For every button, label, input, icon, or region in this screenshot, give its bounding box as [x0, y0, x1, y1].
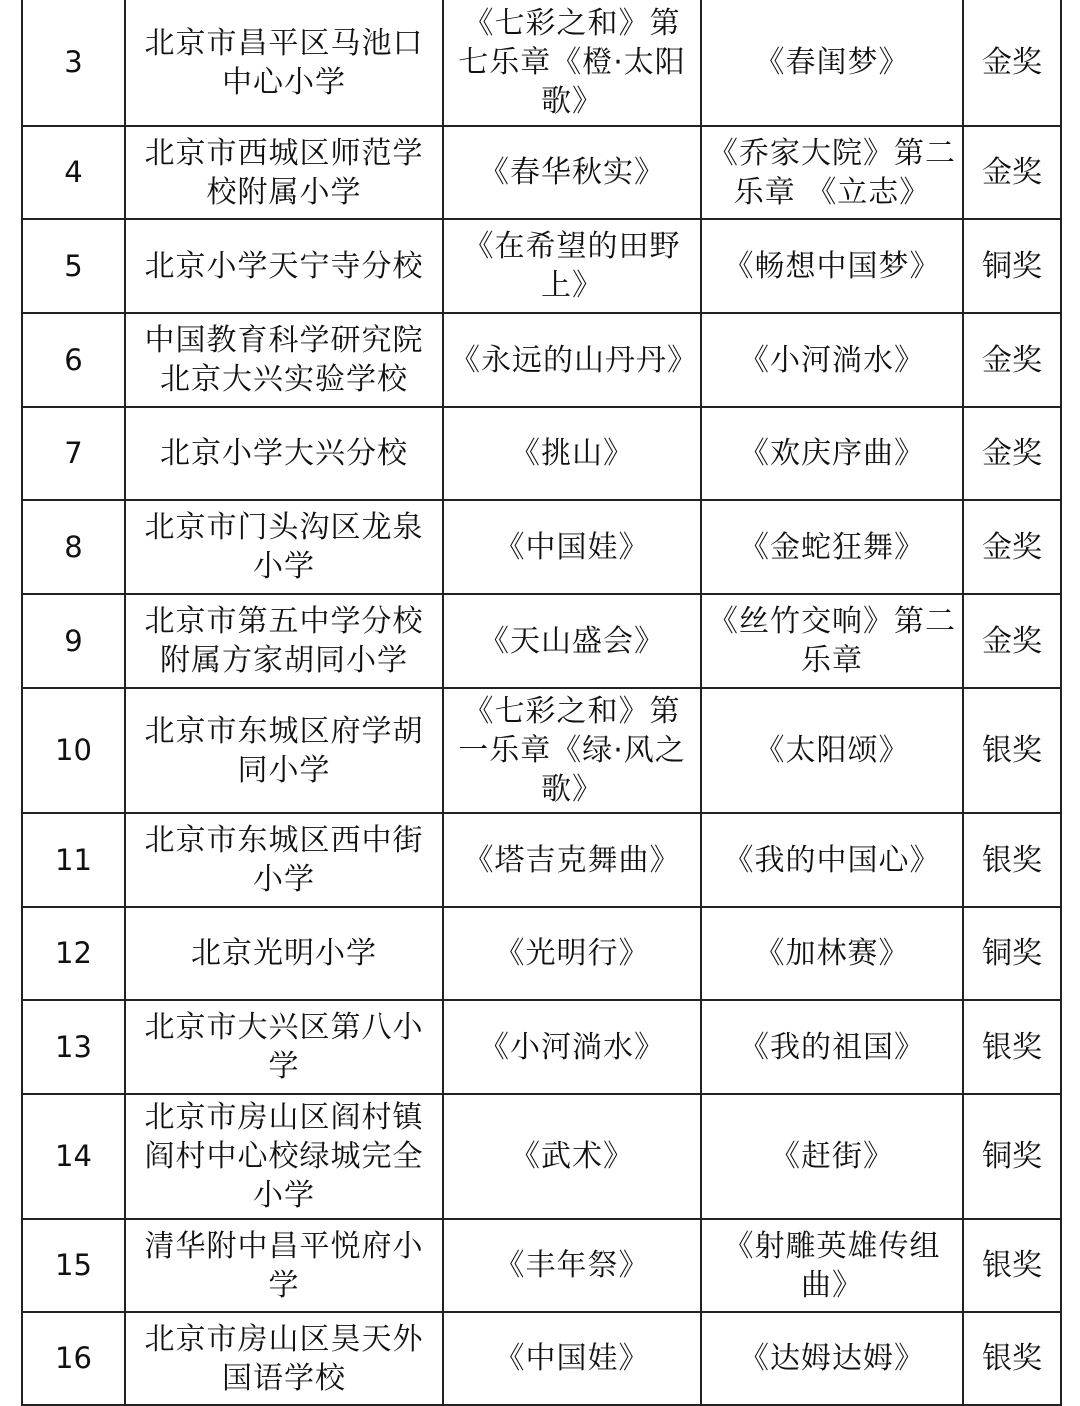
table-row: [22, 407, 1061, 500]
piece-one: 《中国娃》: [443, 1312, 701, 1405]
award-level: 银奖: [963, 1312, 1061, 1405]
table-row: [22, 1312, 1061, 1405]
award-level: 银奖: [963, 813, 1061, 907]
school-name: 清华附中昌平悦府小学: [125, 1219, 443, 1312]
piece-two: 《小河淌水》: [701, 313, 963, 407]
award-level: 金奖: [963, 0, 1061, 126]
table-row: [22, 1000, 1061, 1094]
piece-two: 《我的祖国》: [701, 1000, 963, 1094]
piece-two: 《乔家大院》第二乐章 《立志》: [701, 126, 963, 219]
piece-two: 《丝竹交响》第二乐章: [701, 594, 963, 688]
row-number: 12: [22, 907, 125, 1000]
school-name: 北京光明小学: [125, 907, 443, 1000]
piece-one: 《武术》: [443, 1094, 701, 1219]
school-name: 北京市昌平区马池口中心小学: [125, 0, 443, 126]
table-row: [22, 500, 1061, 594]
piece-two: 《达姆达姆》: [701, 1312, 963, 1405]
row-number: 15: [22, 1219, 125, 1312]
school-name: 北京市东城区府学胡同小学: [125, 688, 443, 813]
school-name: 北京市房山区阎村镇阎村中心校绿城完全小学: [125, 1094, 443, 1219]
table-row: [22, 219, 1061, 313]
school-name: 北京市东城区西中街小学: [125, 813, 443, 907]
piece-two: 《赶街》: [701, 1094, 963, 1219]
row-number: 7: [22, 407, 125, 500]
piece-one: 《天山盛会》: [443, 594, 701, 688]
table-row: [22, 594, 1061, 688]
award-level: 银奖: [963, 1000, 1061, 1094]
school-name: 北京市西城区师范学校附属小学: [125, 126, 443, 219]
awards-table: [21, 0, 1062, 1406]
piece-one: 《塔吉克舞曲》: [443, 813, 701, 907]
piece-two: 《金蛇狂舞》: [701, 500, 963, 594]
award-level: 金奖: [963, 313, 1061, 407]
piece-one: 《春华秋实》: [443, 126, 701, 219]
award-level: 金奖: [963, 407, 1061, 500]
school-name: 北京小学大兴分校: [125, 407, 443, 500]
piece-one: 《在希望的田野上》: [443, 219, 701, 313]
row-number: 5: [22, 219, 125, 313]
award-level: 银奖: [963, 688, 1061, 813]
award-level: 银奖: [963, 1219, 1061, 1312]
row-number: 6: [22, 313, 125, 407]
piece-two: 《射雕英雄传组曲》: [701, 1219, 963, 1312]
row-number: 9: [22, 594, 125, 688]
row-number: 10: [22, 688, 125, 813]
piece-one: 《光明行》: [443, 907, 701, 1000]
award-level: 金奖: [963, 126, 1061, 219]
table-row: [22, 1219, 1061, 1312]
row-number: 3: [22, 0, 125, 126]
table-row: [22, 313, 1061, 407]
award-level: 铜奖: [963, 1094, 1061, 1219]
school-name: 北京市房山区昊天外国语学校: [125, 1312, 443, 1405]
table-row: [22, 907, 1061, 1000]
piece-two: 《春闺梦》: [701, 0, 963, 126]
school-name: 北京市大兴区第八小学: [125, 1000, 443, 1094]
award-level: 金奖: [963, 500, 1061, 594]
school-name: 北京市门头沟区龙泉小学: [125, 500, 443, 594]
piece-one: 《中国娃》: [443, 500, 701, 594]
table-row: [22, 126, 1061, 219]
piece-two: 《我的中国心》: [701, 813, 963, 907]
piece-one: 《挑山》: [443, 407, 701, 500]
award-level: 金奖: [963, 594, 1061, 688]
school-name: 北京小学天宁寺分校: [125, 219, 443, 313]
row-number: 4: [22, 126, 125, 219]
row-number: 11: [22, 813, 125, 907]
row-number: 8: [22, 500, 125, 594]
piece-two: 《加林赛》: [701, 907, 963, 1000]
piece-two: 《太阳颂》: [701, 688, 963, 813]
piece-one: 《永远的山丹丹》: [443, 313, 701, 407]
table-row: [22, 688, 1061, 813]
piece-two: 《畅想中国梦》: [701, 219, 963, 313]
piece-one: 《七彩之和》第七乐章《橙·太阳歌》: [443, 0, 701, 126]
row-number: 16: [22, 1312, 125, 1405]
table-row: [22, 813, 1061, 907]
award-level: 铜奖: [963, 219, 1061, 313]
table-row: [22, 1094, 1061, 1219]
school-name: 北京市第五中学分校附属方家胡同小学: [125, 594, 443, 688]
piece-two: 《欢庆序曲》: [701, 407, 963, 500]
piece-one: 《七彩之和》第一乐章《绿·风之歌》: [443, 688, 701, 813]
school-name: 中国教育科学研究院北京大兴实验学校: [125, 313, 443, 407]
piece-one: 《丰年祭》: [443, 1219, 701, 1312]
award-level: 铜奖: [963, 907, 1061, 1000]
table-row: [22, 0, 1061, 126]
row-number: 13: [22, 1000, 125, 1094]
piece-one: 《小河淌水》: [443, 1000, 701, 1094]
row-number: 14: [22, 1094, 125, 1219]
